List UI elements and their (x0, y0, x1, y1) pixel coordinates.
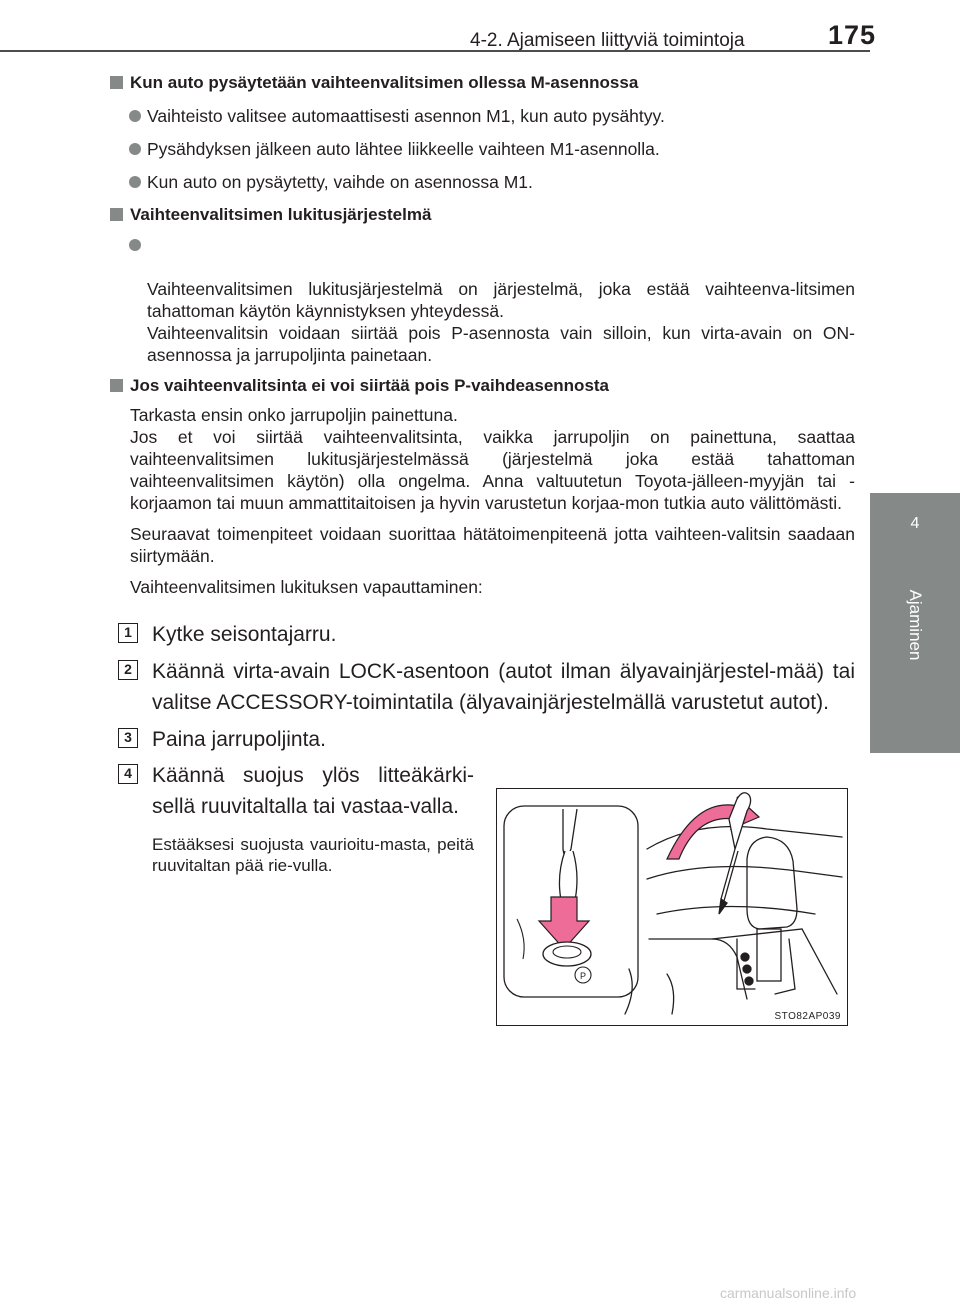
paragraph: Tarkasta ensin onko jarrupoljin painettuna. Jos et voi siirtää vaihteenvalitsinta, vaikka jarrupoljin on painettuna, saattaa vaihteenvalitsimen lukitusjärjestelmässä (järjestelmä joka estää tahattoman vaihteenvalitsimen käytön) olla ongelma. Anna valtuutetun Toyota-jälleen-myyjän tai -korjaamon tai muun ammattitaitoisen ja hyvin varustetun korjaa-mon tutkia auto välittömästi. (130, 405, 855, 513)
paragraph: Seuraavat toimenpiteet voidaan suorittaa hätätoimenpiteenä jotta vaihteen-valitsin saadaan siirtymään. (130, 524, 855, 566)
section-title: 4-2. Ajamiseen liittyviä toimintoja (470, 30, 745, 51)
chapter-label: Ajaminen (906, 589, 925, 661)
step-text: Paina jarrupoljinta. (152, 728, 326, 751)
square-bullet-icon (110, 379, 123, 392)
step-item (110, 724, 855, 755)
square-bullet-icon (110, 208, 123, 221)
step-number: 2 (118, 660, 138, 680)
list-item: Kun auto on pysäytetty, vaihde on asennossa M1. (110, 171, 855, 193)
square-bullet-icon (110, 76, 123, 89)
paragraph: Vaihteenvalitsimen lukituksen vapauttaminen: (130, 577, 483, 597)
step-number: 4 (118, 764, 138, 784)
watermark: carmanualsonline.info (720, 1285, 857, 1301)
dot-bullet-icon (129, 143, 141, 155)
dot-bullet-icon (129, 176, 141, 188)
illustration (496, 788, 848, 1026)
chapter-number: 4 (910, 515, 920, 532)
step-number: 1 (118, 623, 138, 643)
illustration-code: STO82AP039 (774, 1011, 841, 1022)
list-item: Vaihteenvalitsimen lukitusjärjestelmä on järjestelmä, joka estää vaihteenva-litsimen tahattoman käytön käynnistyksen yhteydessä. Vaihteenvalitsin voidaan siirtää pois P-asennosta vain silloin, kun virta-avain on ON-asennossa ja jarrupoljinta painetaan. (110, 234, 855, 366)
section-heading: Jos vaihteenvalitsinta ei voi siirtää pois P-vaihdeasennosta (110, 375, 855, 397)
step-item (110, 656, 855, 718)
list-item: Vaihteisto valitsee automaattisesti asennon M1, kun auto pysähtyy. (110, 105, 855, 127)
page-number: 175 (828, 20, 877, 50)
list-item: Pysähdyksen jälkeen auto lähtee liikkeelle vaihteen M1-asennolla. (110, 138, 855, 160)
chapter-label-wrap (900, 565, 930, 685)
step-note: Estääksesi suojusta vaurioitu-masta, peitä ruuvitaltan pää rie-vulla. (152, 835, 474, 875)
section-heading: Vaihteenvalitsimen lukitusjärjestelmä (110, 204, 855, 226)
step-number: 3 (118, 728, 138, 748)
dot-bullet-icon (129, 110, 141, 122)
step-item (110, 760, 474, 822)
chapter-tab[interactable] (870, 493, 960, 753)
step-text: Käännä suojus ylös litteäkärki-sellä ruuvitaltalla tai vastaa-valla. (152, 764, 474, 818)
page-content (110, 70, 855, 876)
step-item (110, 619, 855, 650)
shift-lever-illustration (497, 789, 849, 1027)
section-heading: Kun auto pysäytetään vaihteenvalitsimen ollessa M-asennossa (110, 72, 855, 94)
dot-bullet-icon (129, 239, 141, 251)
step-text: Kytke seisontajarru. (152, 623, 337, 646)
p-position-label: P (580, 971, 587, 981)
step-text: Käännä virta-avain LOCK-asentoon (autot ilman älyavainjärjestel-mää) tai valitse ACCESSORY-toimintatila (älyavainjärjestelmällä varustetut autot). (152, 660, 855, 714)
